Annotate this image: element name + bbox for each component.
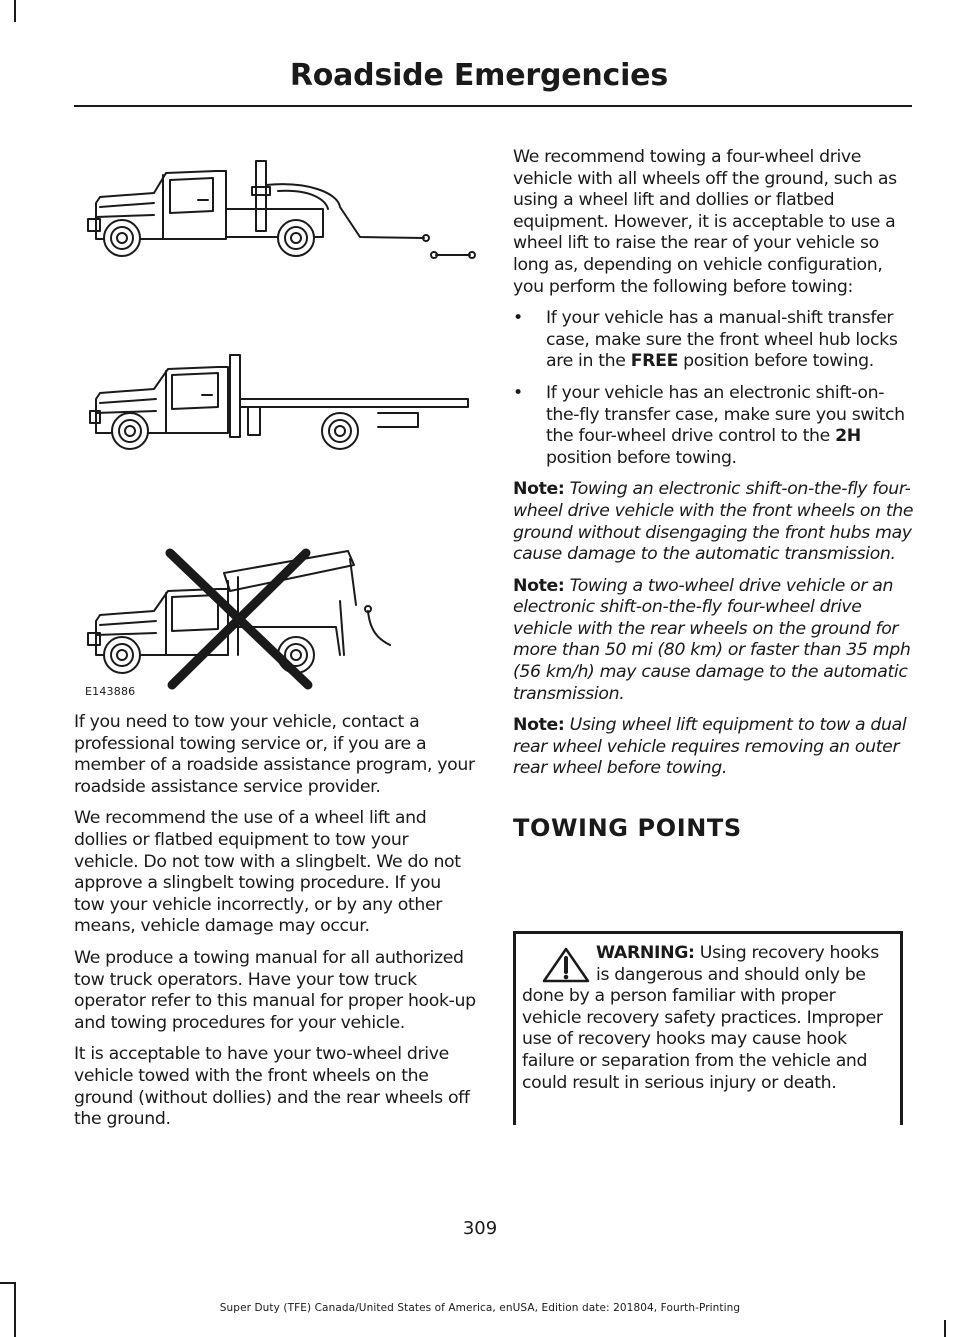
bullet-symbol: • xyxy=(513,308,523,329)
slingbelt-truck-drawing xyxy=(88,551,390,673)
note-label: Note: xyxy=(513,715,565,736)
warning-triangle-icon xyxy=(542,947,590,983)
emphasis: FREE xyxy=(630,351,679,372)
towing-methods-illustration xyxy=(78,145,480,701)
paragraph: If you need to tow your vehicle, contact a professional towing service or, if you are a member of a roadside assistance program, your roadside assistance service provider. xyxy=(74,712,475,797)
list-item: • If your vehicle has a manual-shift transfer case, make sure the front wheel hub locks are in the FREE position before towing. xyxy=(513,308,898,372)
paragraph: We recommend towing a four-wheel drive vehicle with all wheels off the ground, such as using a wheel lift and dollies or flatbed equipment. However, it is acceptable to use a wheel lift to raise the rear of your vehicle so long as, depending on vehicle configuration, you perform the following before towing: xyxy=(513,147,897,297)
right-column xyxy=(513,147,916,842)
list-item: • If your vehicle has an electronic shift-on-the-fly transfer case, make sure you switch the four-wheel drive control to the 2H position before towing. xyxy=(513,382,905,468)
header-divider xyxy=(74,105,912,107)
page-title: Roadside Emergencies xyxy=(289,58,668,93)
warning-text: Using recovery hooks is dangerous and should only be done by a person familiar with proper vehicle recovery safety practices. Improper use of recovery hooks may cause hook failure or separation from the vehicle and could result in serious injury or death. xyxy=(522,943,883,1093)
warning-box xyxy=(513,931,903,1125)
crop-mark xyxy=(944,1320,946,1337)
bullet-symbol: • xyxy=(513,382,523,403)
section-heading: TOWING POINTS xyxy=(513,814,742,843)
image-reference-code: E143886 xyxy=(85,685,136,698)
note: Note: Using wheel lift equipment to tow a dual rear wheel vehicle requires removing an outer rear wheel before towing. xyxy=(513,715,907,779)
bullet-list xyxy=(513,308,916,469)
note-label: Note: xyxy=(513,575,565,596)
flatbed-truck-drawing xyxy=(90,355,468,449)
page-number: 309 xyxy=(462,1218,498,1239)
paragraph: We recommend the use of a wheel lift and dollies or flatbed equipment to tow your vehicle. Do not tow with a slingbelt. We do not approve a slingbelt towing procedure. If you tow your vehicle incorrectly, or by any other means, vehicle damage may occur. xyxy=(74,808,461,937)
footer-edition-text: Super Duty (TFE) Canada/United States of America, enUSA, Edition date: 201804, Fourth-Printing xyxy=(219,1302,741,1314)
note-label: Note: xyxy=(513,479,565,500)
paragraph: We produce a towing manual for all authorized tow truck operators. Have your tow truck operator refer to this manual for proper hook-up and towing procedures for your vehicle. xyxy=(74,947,476,1033)
note: Note: Towing an electronic shift-on-the-fly four-wheel drive vehicle with the front wheels on the ground without disengaging the front hubs may cause damage to the automatic transmission. xyxy=(513,479,914,565)
note: Note: Towing a two-wheel drive vehicle or an electronic shift-on-the-fly four-wheel drive vehicle with the rear wheels on the ground for more than 50 mi (80 km) or faster than 35 mph (56 km/h) may cause damage to the automatic transmission. xyxy=(513,575,911,704)
warning-label: WARNING: xyxy=(596,943,695,963)
paragraph: It is acceptable to have your two-wheel drive vehicle towed with the front wheels on the ground (without dollies) and the rear wheels off the ground. xyxy=(74,1044,470,1130)
crop-mark xyxy=(14,0,16,22)
emphasis: 2H xyxy=(835,426,861,447)
wheel-lift-truck-drawing xyxy=(88,161,475,258)
left-column xyxy=(74,712,476,1141)
crop-mark xyxy=(0,1282,14,1284)
